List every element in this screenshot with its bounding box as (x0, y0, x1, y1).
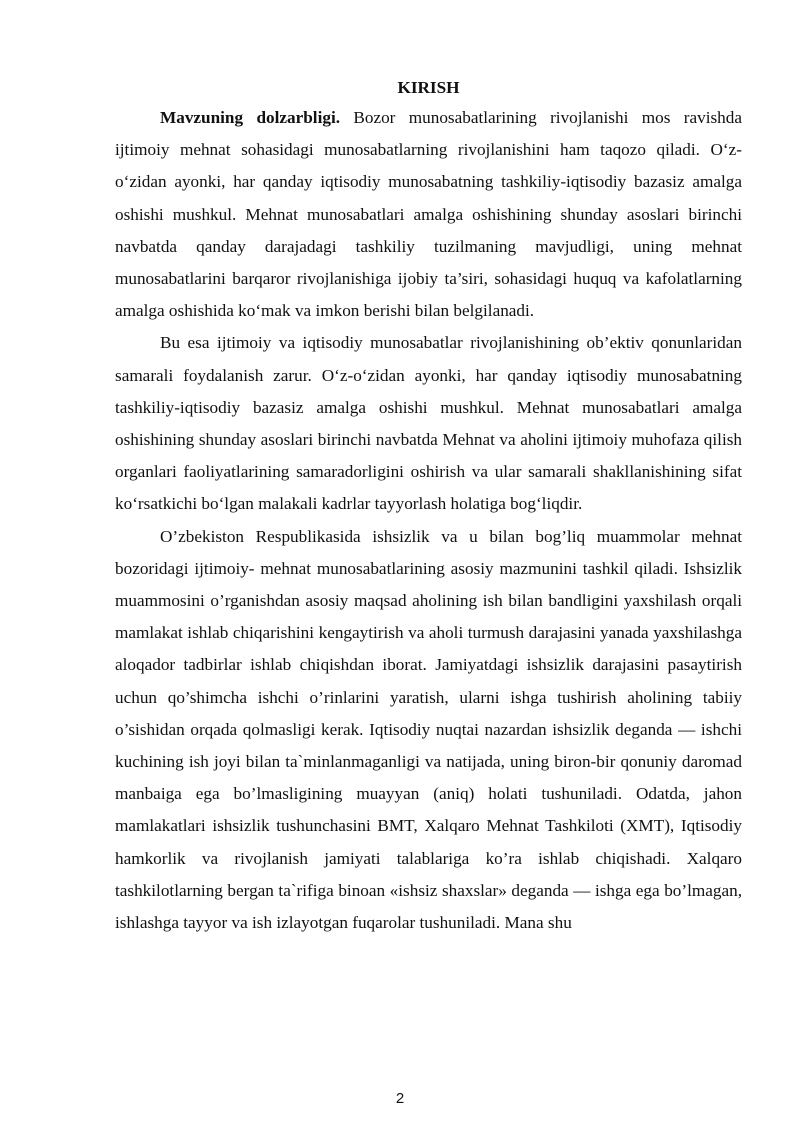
paragraph-3 (115, 521, 742, 940)
paragraph-text: O’zbekiston Respublikasida ishsizlik va u bilan bog’liq muammolar mehnat bozoridagi ijtimoiy- mehnat munosabatlarining asosiy mazmunini tashkil qiladi. Ishsizlik muammosini o’rganishdan asosiy maqsad aholining ish bilan bandligini yaxshilash orqali mamlakat ishlab chiqarishini kengaytirish va aholi turmush darajasini yanada yaxshilashga aloqador tadbirlar ishlab chiqishdan iborat. Jamiyatdagi ishsizlik darajasini pasaytirish uchun qo’shimcha ishchi o’rinlarini yaratish, ularni ishga tushirish aholining tabiiy o’sishidan orqada qolmasligi kerak. Iqtisodiy nuqtai nazardan ishsizlik deganda — ishchi kuchining ish joyi bilan ta`minlanmaganligi va natijada, uning biron-bir qonuniy daromad manbaiga ega bo’lmasligining muayyan (aniq) holati tushuniladi. Odatda, jahon mamlakatlari ishsizlik tushunchasini BMT, Xalqaro Mehnat Tashkiloti (XMT), Iqtisodiy hamkorlik va rivojlanish jamiyati talablariga ko’ra ishlab chiqishadi. Xalqaro tashkilotlarning bergan ta`rifiga binoan «ishsiz shaxslar» deganda — ishga ega bo’lmagan, ishlashga tayyor va ish izlayotgan fuqarolar tushuniladi. Mana shu (115, 526, 742, 933)
paragraph-lead: Mavzuning dolzarbligi. (160, 108, 341, 127)
section-title: KIRISH (397, 78, 460, 97)
page-number: 2 (395, 1090, 405, 1107)
paragraph-1 (115, 102, 742, 327)
paragraph-2 (115, 327, 742, 520)
paragraph-text: Bu esa ijtimoiy va iqtisodiy munosabatlar rivojlanishining ob’ektiv qonunlaridan samarali foydalanish zarur. O‘z-o‘zidan ayonki, har qanday iqtisodiy munosabatning tashkiliy-iqtisodiy bazasiz amalga oshishi mushkul. Mehnat munosabatlari amalga oshishining shunday asoslari birinchi navbatda Mehnat va aholini ijtimoiy muhofaza qilish organlari faoliyatlarining samaradorligini oshirish va ular samarali shakllanishining sifat ko‘rsatkichi bo‘lgan malakali kadrlar tayyorlash holatiga bog‘liqdir. (115, 333, 742, 514)
page-content (115, 74, 742, 939)
paragraph-text: Bozor munosabatlarining rivojlanishi mos ravishda ijtimoiy mehnat sohasidagi munosabatlarning rivojlanishini ham taqozo qiladi. O‘z-o‘zidan ayonki, har qanday iqtisodiy munosabatning tashkiliy-iqtisodiy bazasiz amalga oshishi mushkul. Mehnat munosabatlari amalga oshishining shunday asoslari birinchi navbatda qanday darajadagi tashkiliy tuzilmaning mavjudligi, uning mehnat munosabatlarini barqaror rivojlanishiga ijobiy ta’siri, sohasidagi huquq va kafolatlarning amalga oshishida ko‘mak va imkon berishi bilan belgilanadi. (115, 108, 742, 321)
